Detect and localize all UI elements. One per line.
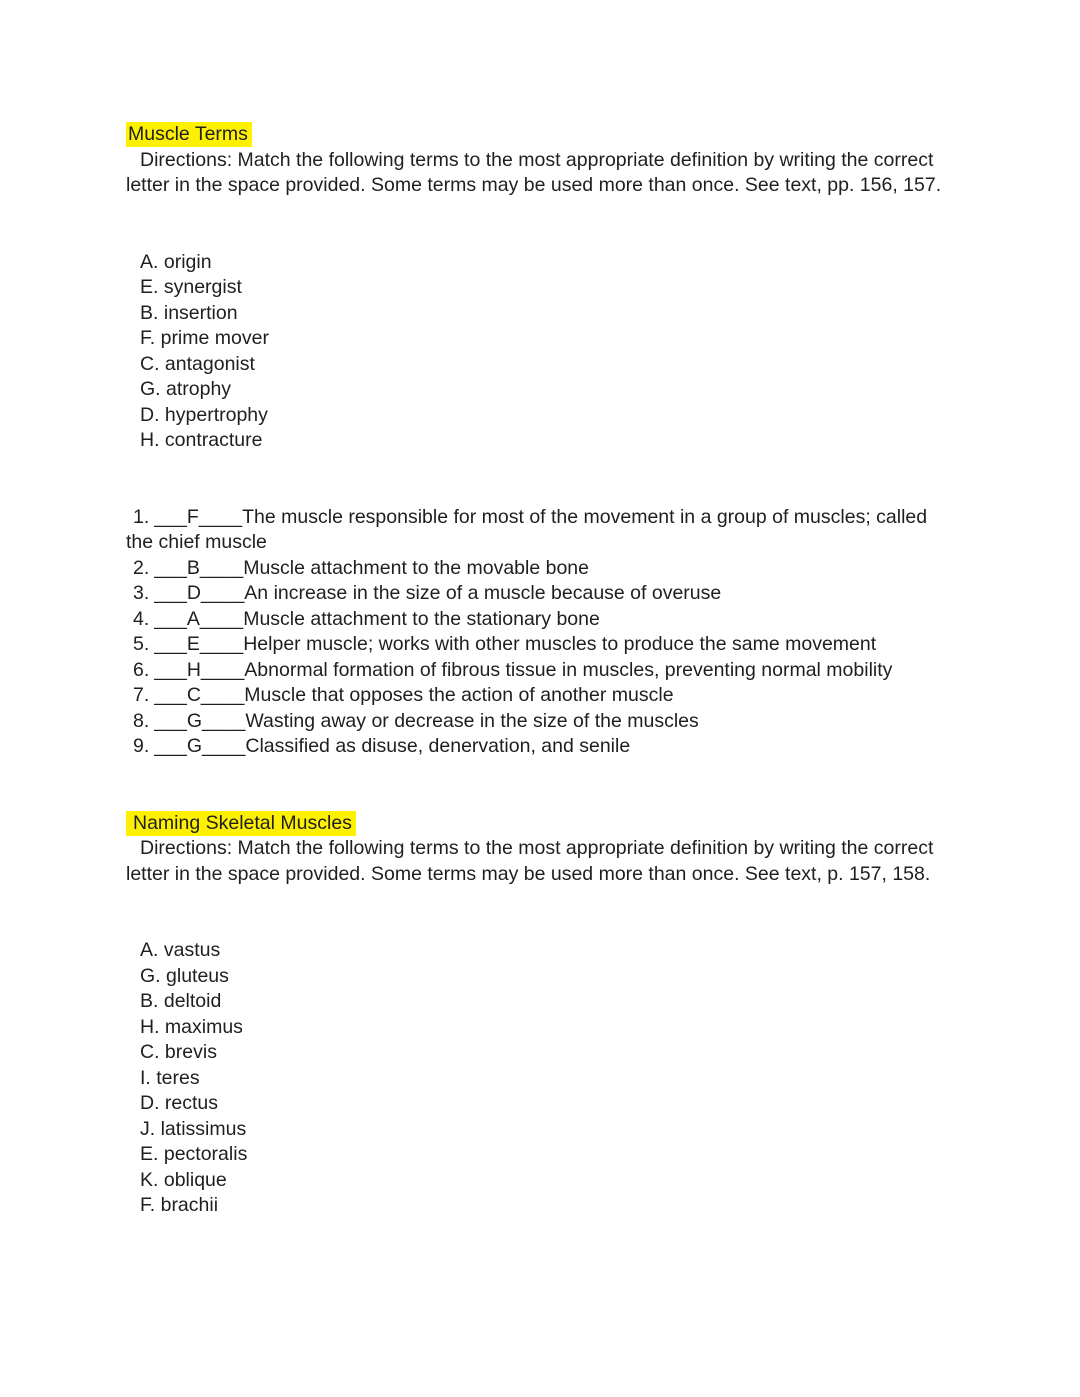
answer-blank-after: ____ [199, 607, 244, 630]
term-name: synergist [163, 276, 242, 298]
answer-blank-before: ___ [154, 556, 187, 579]
question-item-4 [126, 607, 1020, 633]
term-letter: C. [140, 1041, 160, 1063]
term-name: pectoralis [163, 1143, 248, 1165]
term-item [140, 1040, 1020, 1066]
term-name: oblique [163, 1168, 227, 1191]
term-item [140, 1066, 1020, 1092]
term-item [140, 326, 1020, 352]
term-letter: K. [140, 1168, 159, 1191]
directions-line-2: letter in the space provided. Some terms may be used more than once. See text, pp. 156, 157. [126, 174, 942, 196]
term-name: gluteus [166, 964, 229, 987]
answer-letter: F [186, 505, 199, 528]
question-number: 2. [133, 556, 150, 579]
answer-blank-before: ___ [154, 709, 187, 732]
term-name: hypertrophy [164, 403, 268, 426]
answer-letter: G [186, 709, 202, 732]
answer-blank-after: ____ [200, 684, 245, 706]
answer-blank-before: ___ [154, 633, 187, 655]
directions-line-2: letter in the space provided. Some terms may be used more than once. See text, p. 157, 158. [126, 862, 931, 885]
answer-blank-after: ____ [200, 582, 245, 604]
question-number: 8. [133, 709, 150, 732]
question-item-3 [126, 581, 1020, 607]
answer-blank-after: ____ [198, 505, 243, 528]
question-number: 4. [133, 607, 150, 630]
term-letter: F. [140, 327, 156, 349]
question-list-muscle-terms [126, 505, 1020, 760]
answer-letter: E [186, 633, 200, 655]
answer-blank-after: ____ [201, 735, 246, 757]
answer-letter: H [186, 658, 201, 681]
question-number: 7. [133, 684, 150, 706]
term-name: maximus [164, 1015, 243, 1038]
term-letter: D. [140, 1092, 160, 1114]
answer-letter: C [186, 684, 201, 706]
term-item [140, 1091, 1020, 1117]
question-item-1-continuation: the chief muscle [126, 531, 267, 553]
answer-blank-before: ___ [154, 684, 187, 706]
term-letter: B. [140, 990, 159, 1012]
question-item-5 [126, 632, 1020, 658]
term-letter: I. [140, 1066, 151, 1089]
section-naming-skeletal-muscles [126, 811, 1020, 1219]
question-definition: Muscle that opposes the action of another muscle [244, 684, 674, 706]
term-letter: E. [140, 276, 159, 298]
term-name: contracture [164, 429, 263, 451]
term-letter: J. [140, 1117, 156, 1140]
term-name: teres [156, 1066, 200, 1089]
term-letter: A. [140, 939, 159, 961]
term-letter: F. [140, 1194, 156, 1216]
question-definition: An increase in the size of a muscle because of overuse [244, 582, 722, 604]
term-letter: E. [140, 1143, 159, 1165]
term-name: vastus [163, 939, 221, 961]
answer-blank-after: ____ [199, 556, 244, 579]
term-item [140, 1117, 1020, 1143]
question-definition: Helper muscle; works with other muscles to produce the same movement [243, 633, 877, 655]
term-item [140, 1015, 1020, 1041]
term-item [140, 938, 1020, 964]
section-title-muscle-terms: Muscle Terms [126, 122, 252, 147]
question-definition: Muscle attachment to the movable bone [243, 556, 590, 579]
section-title-line [126, 811, 1020, 837]
section-muscle-terms [126, 122, 1020, 760]
term-item [140, 377, 1020, 403]
answer-blank-after: ____ [200, 658, 245, 681]
answer-blank-before: ___ [154, 505, 187, 528]
question-item-1 [126, 505, 1020, 531]
section-title-naming-skeletal-muscles: Naming Skeletal Muscles [126, 811, 356, 836]
term-item [140, 352, 1020, 378]
term-name: prime mover [160, 327, 269, 349]
answer-letter: B [186, 556, 200, 579]
term-name: origin [163, 250, 212, 273]
question-item-2 [126, 556, 1020, 582]
answer-blank-before: ___ [154, 735, 187, 757]
term-item [140, 250, 1020, 276]
question-number: 5. [133, 633, 150, 655]
answer-letter: G [186, 735, 202, 757]
answer-blank-before: ___ [154, 582, 187, 604]
term-item [140, 275, 1020, 301]
term-name: brevis [164, 1041, 217, 1063]
question-item-6 [126, 658, 1020, 684]
question-definition: Abnormal formation of fibrous tissue in muscles, preventing normal mobility [244, 658, 893, 681]
question-definition: The muscle responsible for most of the movement in a group of muscles; called [242, 505, 928, 528]
answer-blank-after: ____ [199, 633, 244, 655]
term-letter: H. [140, 429, 160, 451]
question-item-9 [126, 734, 1020, 760]
answer-blank-before: ___ [154, 658, 187, 681]
term-item [140, 1193, 1020, 1219]
term-name: rectus [164, 1092, 219, 1114]
term-item [140, 403, 1020, 429]
term-list-naming-skeletal-muscles [140, 938, 1020, 1219]
question-number: 6. [133, 658, 150, 681]
term-item [140, 428, 1020, 454]
term-name: deltoid [163, 990, 222, 1012]
question-number: 3. [133, 582, 150, 604]
term-item [140, 964, 1020, 990]
question-item-8 [126, 709, 1020, 735]
answer-blank-after: ____ [201, 709, 246, 732]
term-item [140, 1142, 1020, 1168]
term-list-muscle-terms [140, 250, 1020, 454]
term-letter: G. [140, 964, 161, 987]
answer-letter: A [186, 607, 200, 630]
term-letter: H. [140, 1015, 160, 1038]
term-letter: C. [140, 352, 160, 375]
term-letter: A. [140, 250, 159, 273]
directions-line-1: Directions: Match the following terms to the most appropriate definition by writing the correct [140, 148, 934, 171]
term-name: atrophy [166, 378, 232, 400]
term-item [140, 301, 1020, 327]
question-number: 1. [133, 505, 150, 528]
question-item-7 [126, 683, 1020, 709]
term-name: latissimus [160, 1117, 247, 1140]
term-name: insertion [163, 301, 238, 324]
term-name: brachii [160, 1194, 219, 1216]
term-letter: B. [140, 301, 159, 324]
answer-blank-before: ___ [154, 607, 187, 630]
question-definition: Wasting away or decrease in the size of the muscles [245, 709, 699, 732]
question-definition: Classified as disuse, denervation, and senile [245, 735, 631, 757]
answer-letter: D [186, 582, 201, 604]
question-definition: Muscle attachment to the stationary bone [243, 607, 600, 630]
term-item [140, 989, 1020, 1015]
directions-line-1: Directions: Match the following terms to the most appropriate definition by writing the correct [140, 837, 934, 859]
section-title-line [126, 122, 1020, 148]
term-item [140, 1168, 1020, 1194]
term-name: antagonist [164, 352, 255, 375]
term-letter: D. [140, 403, 160, 426]
question-number: 9. [133, 735, 150, 757]
term-letter: G. [140, 378, 161, 400]
